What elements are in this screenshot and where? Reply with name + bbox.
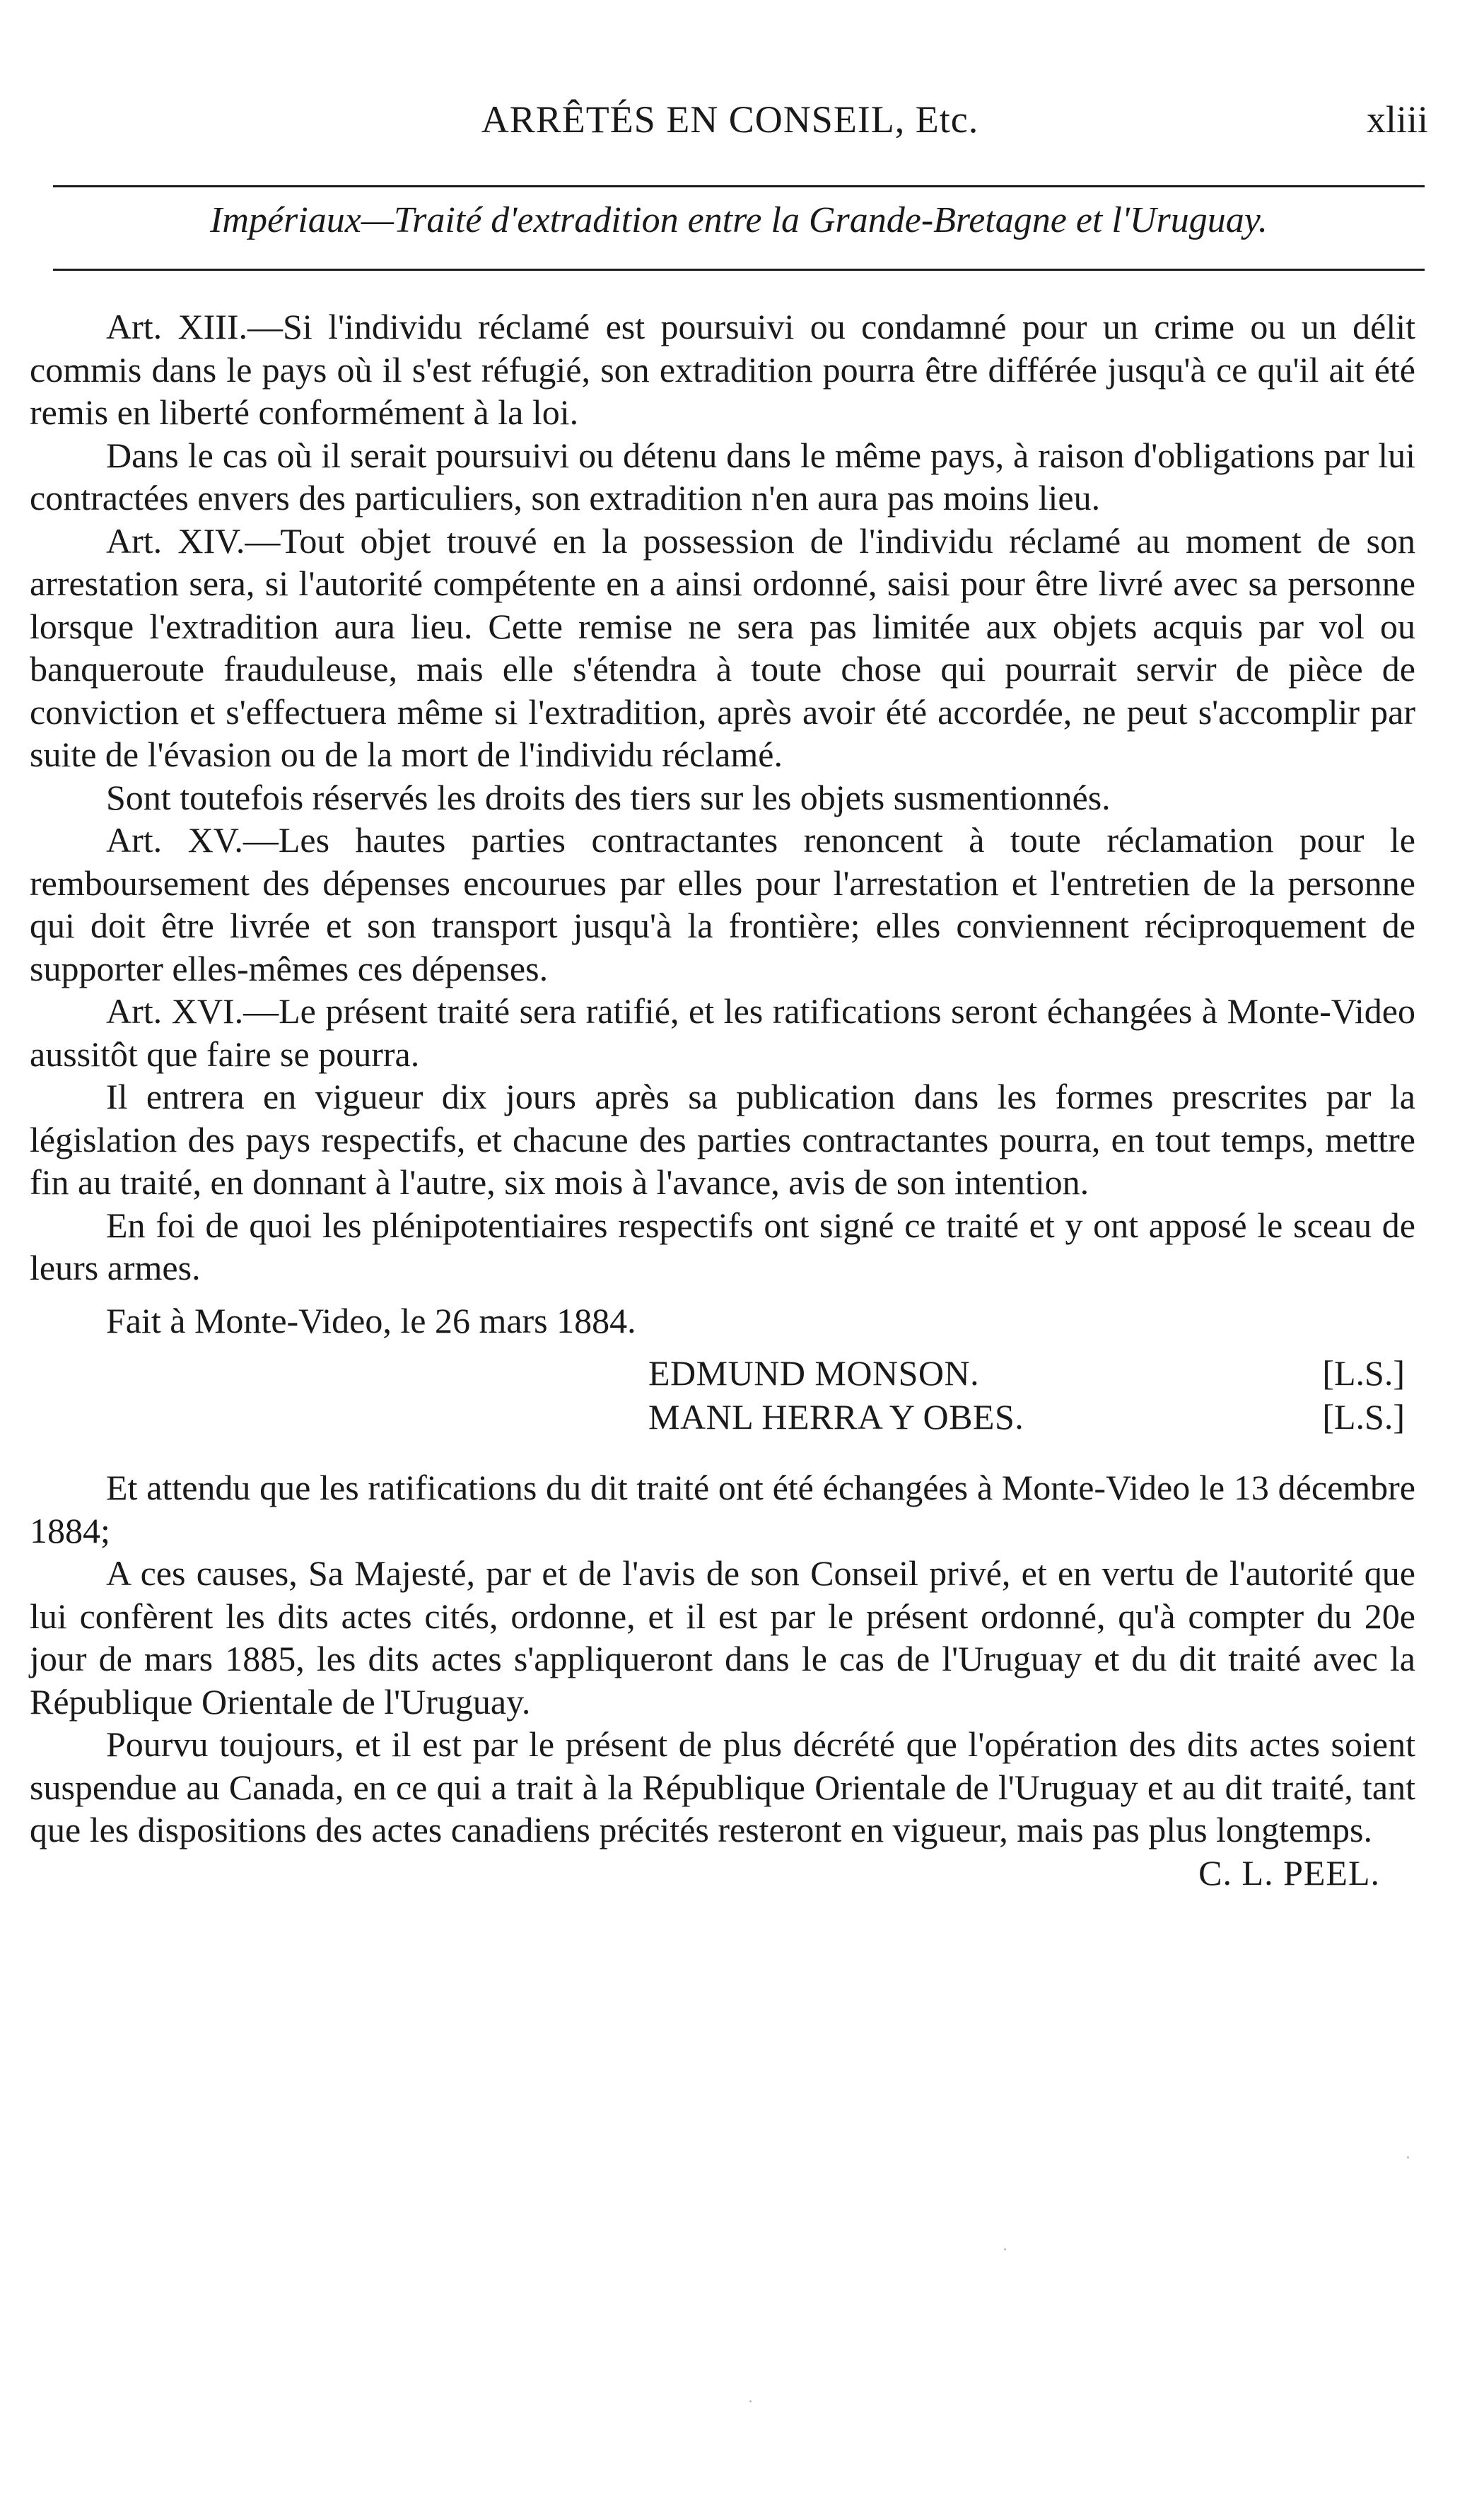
- header-rule-top: [53, 185, 1425, 187]
- article-xiii-second-paragraph: Dans le cas où il serait poursuivi ou détenu dans le même pays, à raison d'obligations par lui contractées envers des particuliers, son extradition n'en aura pas moins lieu.: [30, 435, 1415, 518]
- article-xiv-paragraph: Art. XIV.—Tout objet trouvé en la possession de l'individu réclamé au moment de son arrestation sera, si l'autorité compétente en a ainsi ordonné, saisi pour être livré avec sa personne lorsque l'extradition aura lieu. Cette remise ne sera pas limitée aux objets acquis par vol ou banqueroute frauduleuse, mais elle s'étendra à toute chose qui pourrait servir de pièce de conviction et s'effectuera même si l'extradition, après avoir été accordée, ne peut s'accomplir par suite de l'évasion ou de la mort de l'individu réclamé.: [30, 520, 1415, 774]
- order-paragraph: A ces causes, Sa Majesté, par et de l'avis de son Conseil privé, et en vertu de l'autorité que lui confèrent les dits actes cités, ordonne, et il est par le présent ordonné, qu'à compter du 20e jour de mars 1885, les dits actes s'appliqueront dans le cas de l'Uruguay et du dit traité avec la République Orientale de l'Uruguay.: [30, 1553, 1415, 1722]
- paper-speck: [1407, 2156, 1409, 2158]
- date-place-line: Fait à Monte-Video, le 26 mars 1884.: [106, 1300, 636, 1340]
- signatories-block: [30, 1352, 1415, 1441]
- page-header: [32, 85, 1428, 148]
- page-number: xliii: [1366, 98, 1428, 141]
- header-rule-bottom: [53, 269, 1425, 271]
- seal-mark: [L.S.]: [1322, 1353, 1405, 1393]
- treaty-text: [30, 305, 1415, 1894]
- paper-speck: [749, 2400, 752, 2402]
- seal-mark: [L.S.]: [1322, 1397, 1405, 1437]
- spacer: [30, 1441, 1415, 1466]
- signatory-row: [648, 1396, 1405, 1438]
- signatory-name: EDMUND MONSON.: [648, 1353, 980, 1393]
- ratification-paragraph: Et attendu que les ratifications du dit traité ont été échangées à Monte-Video le 13 décembre 1884;: [30, 1468, 1415, 1550]
- article-xiii-paragraph: Art. XIII.—Si l'individu réclamé est poursuivi ou condamné pour un crime ou un délit commis dans le pays où il s'est réfugié, son extradition pourra être différée jusqu'à ce qu'il ait été remis en liberté conformément à la loi.: [30, 307, 1415, 432]
- entry-into-force-paragraph: Il entrera en vigueur dix jours après sa publication dans les formes prescrites par la législation des pays respectifs, et chacune des parties contractantes pourra, en tout temps, mettre fin au traité, en donnant à l'autre, six mois à l'avance, avis de son intention.: [30, 1077, 1415, 1202]
- article-xvi-paragraph: Art. XVI.—Le présent traité sera ratifié, et les ratifications seront échangées à Monte-Video aussitôt que faire se pourra.: [30, 991, 1415, 1074]
- running-title: ARRÊTÉS EN CONSEIL, Etc.: [481, 98, 979, 141]
- clerk-signature: C. L. PEEL.: [1198, 1852, 1380, 1893]
- article-xiv-second-paragraph: Sont toutefois réservés les droits des tiers sur les objets susmentionnés.: [106, 777, 1111, 817]
- signing-paragraph: En foi de quoi les plénipotentiaires respectifs ont signé ce traité et y ont apposé le sceau de leurs armes.: [30, 1205, 1415, 1287]
- signatory-row: [648, 1352, 1405, 1394]
- paper-speck: [1004, 2248, 1006, 2250]
- article-xv-paragraph: Art. XV.—Les hautes parties contractantes renoncent à toute réclamation pour le remboursement des dépenses encourues par elles pour l'arrestation et l'entretien de la personne qui doit être livrée et son transport jusqu'à la frontière; elles conviennent réciproquement de supporter elles-mêmes ces dépenses.: [30, 820, 1415, 988]
- section-subheading: Impériaux—Traité d'extradition entre la Grande-Bretagne et l'Uruguay.: [210, 200, 1268, 240]
- proviso-paragraph: Pourvu toujours, et il est par le présent de plus décrété que l'opération des dits actes soient suspendue au Canada, en ce qui a trait à la République Orientale de l'Uruguay et au dit traité, tant que les dispositions des actes canadiens précités resteront en vigueur, mais pas plus longtemps.: [30, 1724, 1415, 1849]
- signatory-name: MANL HERRA Y OBES.: [648, 1397, 1024, 1437]
